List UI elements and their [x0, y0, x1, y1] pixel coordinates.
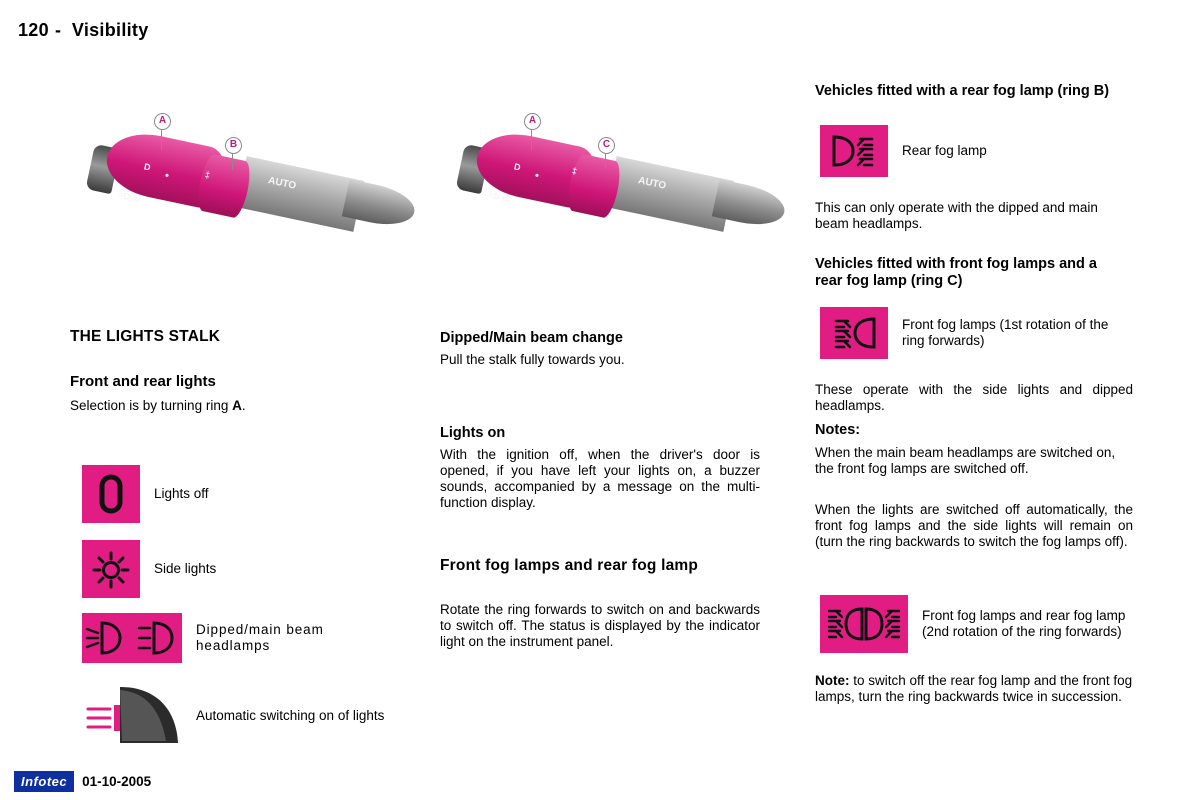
lights-off-icon	[82, 465, 140, 523]
stalk-icon-dot-2: •	[533, 169, 541, 183]
front-rear-lights-intro	[70, 398, 370, 414]
callout-line-b	[232, 152, 233, 170]
stalk-icon-auto: AUTO	[267, 175, 297, 192]
callout-a: A	[154, 113, 171, 130]
notes-paragraph-1: When the main beam headlamps are switched on, the front fog lamps are switched off.	[815, 445, 1116, 476]
front-fog-lamps-body: These operate with the side lights and dipped headlamps.	[815, 382, 1133, 413]
callout-c: C	[598, 137, 615, 154]
lights-on-heading: Lights on	[440, 425, 506, 441]
stalk-icon-beams: ≡D ID	[117, 189, 143, 205]
rear-fog-lamp-body: This can only operate with the dipped and main beam headlamps.	[815, 200, 1098, 231]
lights-stalk-ring-a-illustration	[70, 110, 390, 250]
callout-line-a	[161, 128, 162, 150]
rear-fog-lamp-row	[820, 125, 987, 177]
automatic-lights-label: Automatic switching on of lights	[196, 708, 385, 724]
lights-stalk-ring-c-illustration	[440, 110, 760, 250]
callout-b: B	[225, 137, 242, 154]
side-lights-label: Side lights	[154, 561, 217, 577]
stalk-shaft-grey	[236, 156, 364, 232]
final-note-bold: Note:	[815, 673, 850, 688]
callout-line-c	[605, 152, 606, 168]
intro-text: Selection is by turning ring	[70, 398, 233, 413]
lights-off-label: Lights off	[154, 486, 209, 502]
dipped-main-beam-label: Dipped/main beam headlamps	[196, 622, 324, 653]
callout-line-a-2	[531, 128, 532, 150]
front-fog-lamps-label: Front fog lamps (1st rotation of the ring forwards)	[902, 317, 1109, 348]
intro-ring-letter: A	[232, 398, 242, 413]
front-rear-lights-heading: Front and rear lights	[70, 373, 216, 390]
dipped-main-beam-change-body: Pull the stalk fully towards you.	[440, 352, 625, 367]
dipped-main-beam-icon	[82, 613, 182, 663]
final-note	[815, 673, 1133, 705]
fog-lamps-body: Rotate the ring forwards to switch on and backwards to switch off. The status is displayed by the indicator light on the instrument panel.	[440, 602, 760, 649]
side-lights-icon	[82, 540, 140, 598]
dipped-main-beam-change-heading: Dipped/Main beam change	[440, 330, 623, 346]
notes-heading: Notes:	[815, 422, 861, 438]
front-and-rear-fog-lamps-label: Front fog lamps and rear fog lamp (2nd rotation of the ring forwards)	[922, 608, 1126, 639]
automatic-lights-row	[82, 685, 406, 747]
stalk-icon-dot: •	[163, 169, 171, 183]
stalk-icon-d-2: D	[513, 161, 522, 173]
dipped-main-beam-row	[82, 613, 396, 663]
final-note-text: to switch off the rear fog lamp and the front fog lamps, turn the ring backwards twice in succession.	[815, 673, 1133, 704]
front-and-rear-fog-lamps-icon	[820, 595, 908, 653]
front-and-rear-fog-lamps-row	[820, 595, 1127, 653]
automatic-lights-icon	[82, 685, 182, 747]
fog-lamps-heading: Front fog lamps and rear fog lamp	[440, 557, 699, 574]
page-header-dash: -	[54, 20, 62, 40]
lights-stalk-heading: THE LIGHTS STALK	[70, 328, 221, 345]
footer-date: 01-10-2005	[82, 774, 152, 789]
front-fog-lamps-icon	[820, 307, 888, 359]
lights-on-body: With the ignition off, when the driver's door is opened, if you have left your lights on, a buzzer sounds, accompanied by a message on the multi-function display.	[440, 447, 760, 510]
stalk-icon-ring-c: ‡	[571, 165, 579, 177]
stalk-icon-beams-2: ≡D ID	[487, 189, 513, 205]
notes-paragraph-2: When the lights are switched off automatically, the front fog lamps and the side lights will remain on (turn the ring backwards to switch the fog lamps off).	[815, 502, 1133, 549]
rear-fog-lamp-heading: Vehicles fitted with a rear fog lamp (ring B)	[815, 83, 1110, 99]
page-number: 120	[18, 20, 49, 40]
rear-fog-lamp-label: Rear fog lamp	[902, 143, 987, 159]
intro-period: .	[241, 398, 246, 413]
stalk-shaft-grey-2	[606, 156, 734, 232]
footer	[14, 771, 151, 792]
stalk-icon-auto-2: AUTO	[637, 175, 667, 192]
page-title: Visibility	[71, 20, 149, 40]
rear-fog-lamp-icon	[820, 125, 888, 177]
callout-a-2: A	[524, 113, 541, 130]
stalk-icon-ring-b: ‡	[204, 169, 212, 181]
infotec-logo: Infotec	[14, 771, 74, 792]
page-header	[18, 20, 149, 41]
lights-off-row	[82, 465, 209, 523]
front-fog-lamps-row	[820, 307, 1130, 359]
stalk-icon-d: D	[143, 161, 152, 173]
side-lights-row	[82, 540, 216, 598]
front-fog-lamps-heading: Vehicles fitted with front fog lamps and a rear fog lamp (ring C)	[815, 256, 1097, 289]
